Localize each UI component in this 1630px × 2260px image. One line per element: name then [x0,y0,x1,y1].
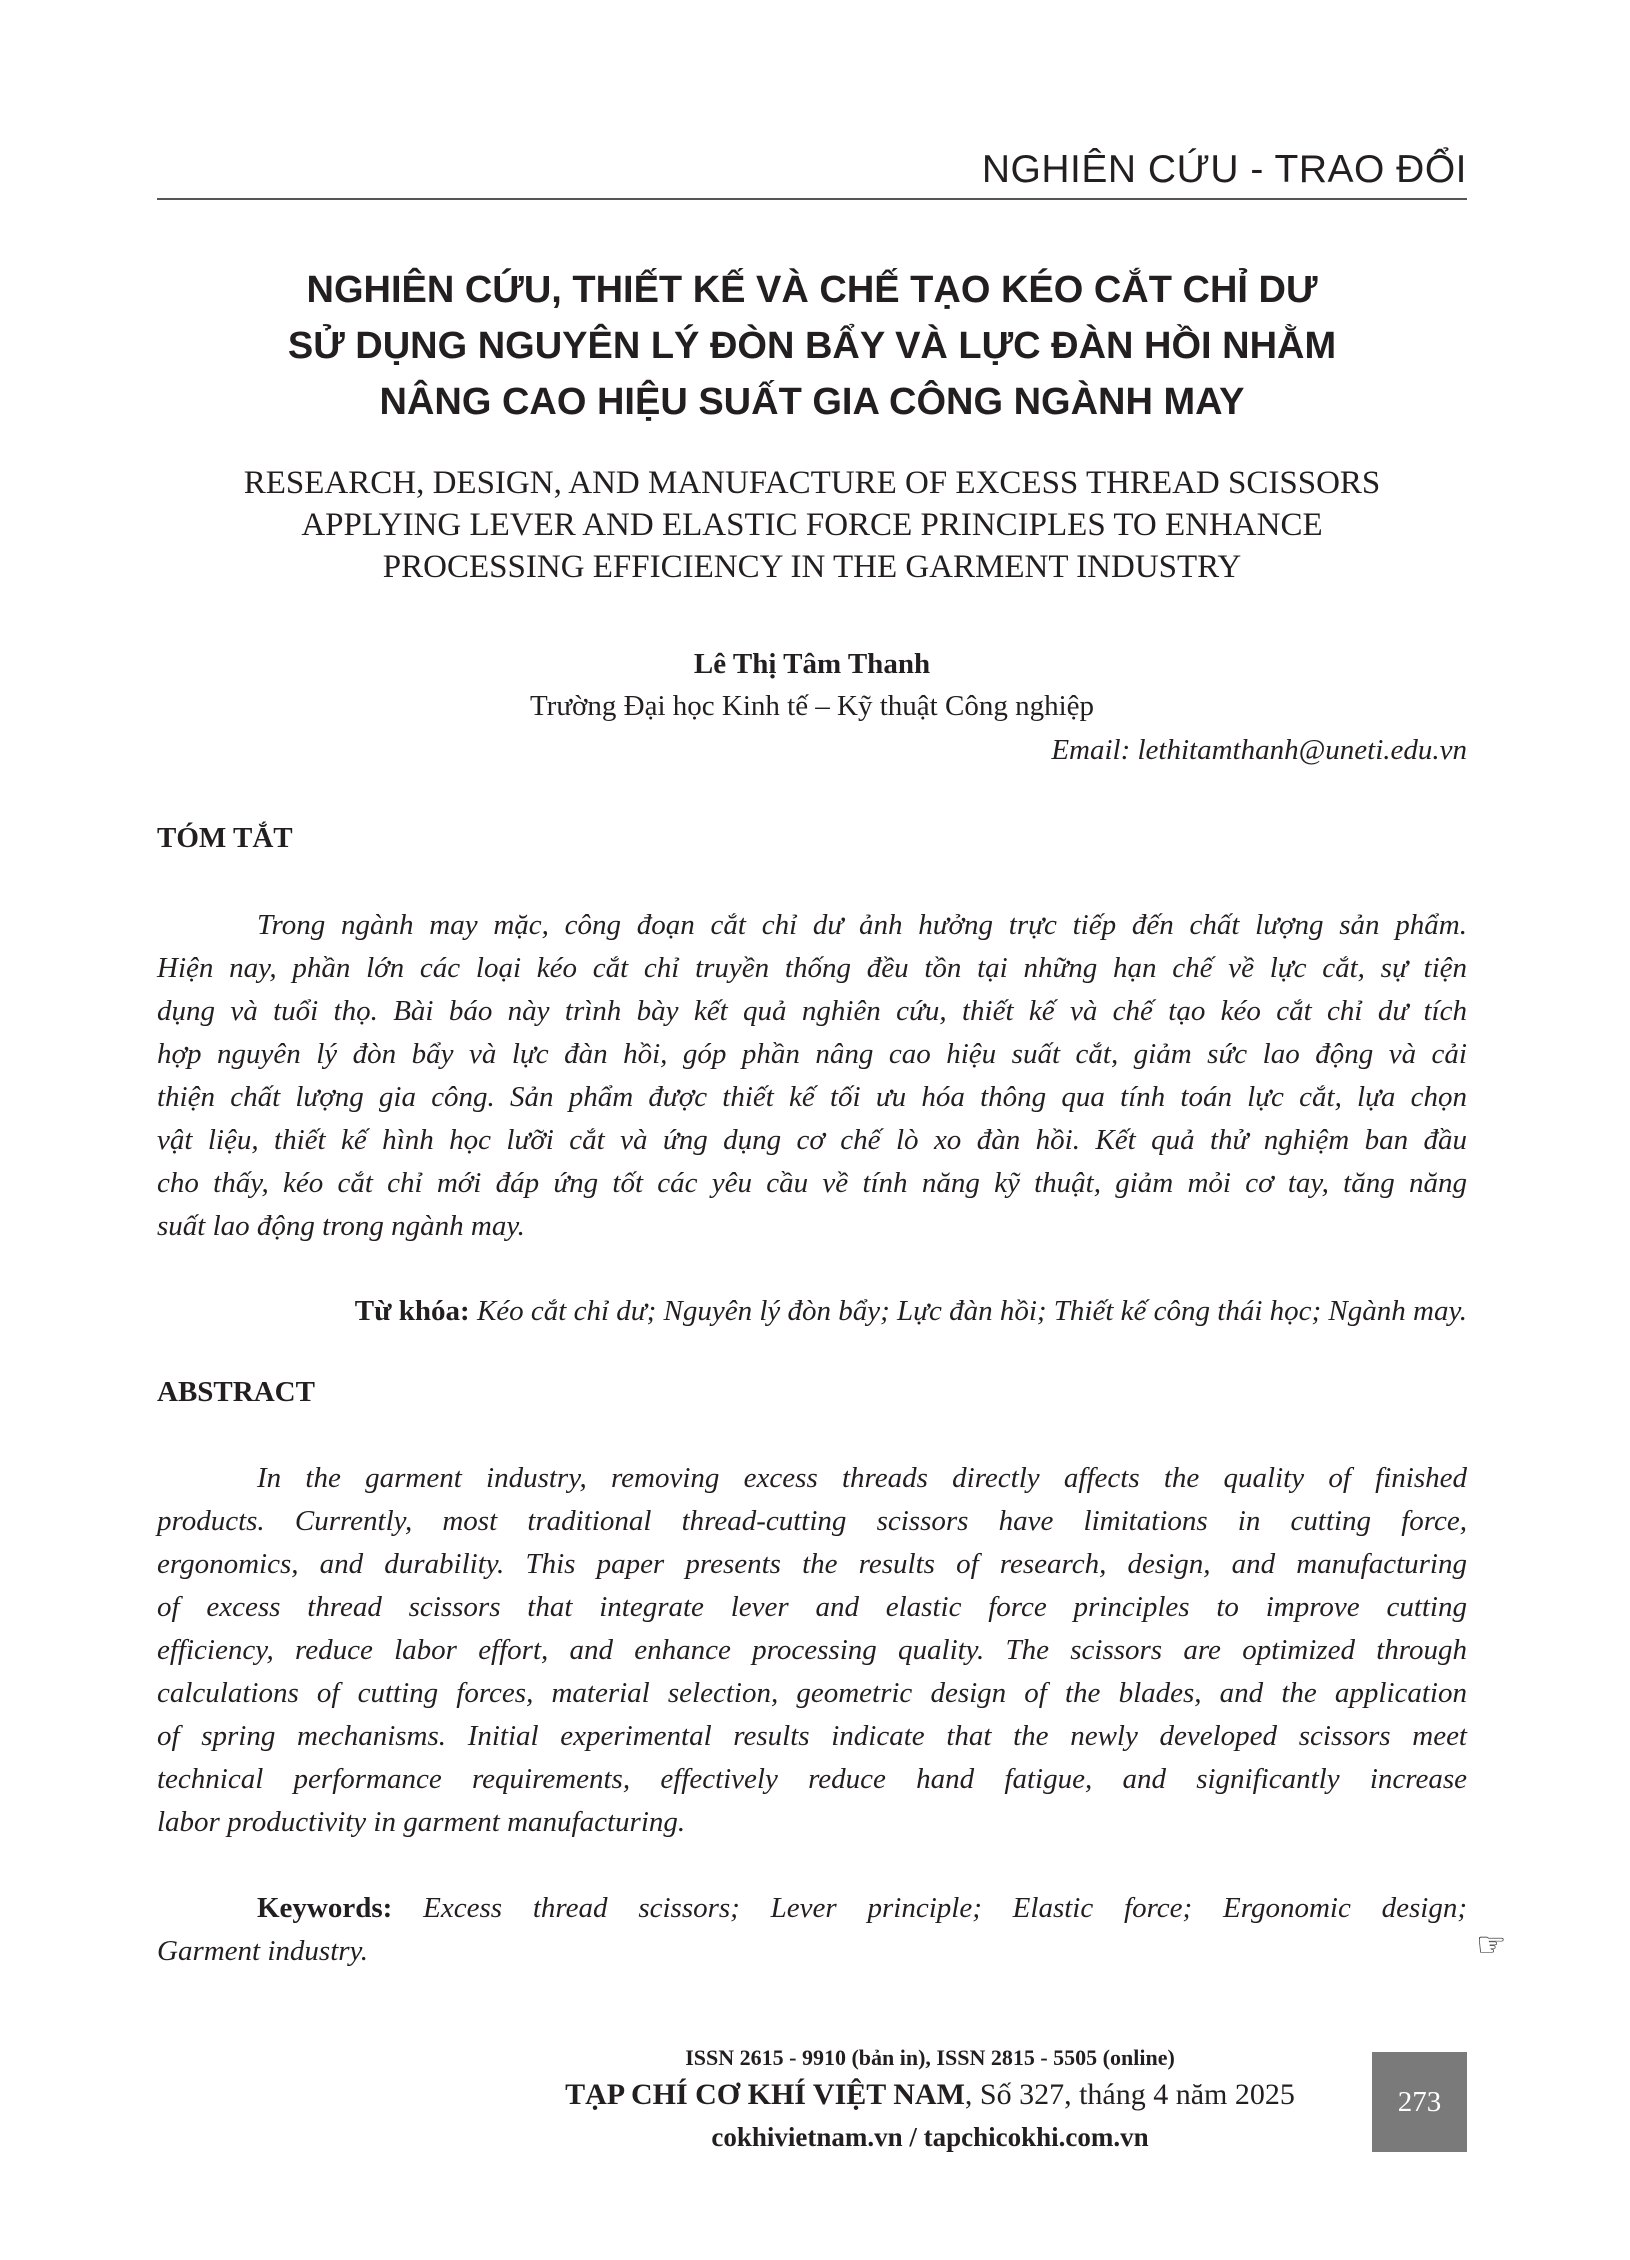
summary-line: dụng và tuổi thọ. Bài báo này trình bày kết quả nghiên cứu, thiết kế và chế tạo kéo cắt chỉ dư tích [157,995,1467,1027]
pointing-hand-icon: ☞ [1476,1925,1507,1965]
abstract-line: of spring mechanisms. Initial experimental results indicate that the newly developed scissors meet [157,1720,1467,1752]
title-vi-line: NGHIÊN CỨU, THIẾT KẾ VÀ CHẾ TẠO KÉO CẮT CHỈ DƯ [306,269,1318,311]
footer-websites: cokhivietnam.vn / tapchicokhi.com.vn [711,2122,1149,2152]
title-vi-line: NÂNG CAO HIỆU SUẤT GIA CÔNG NGÀNH MAY [379,381,1245,423]
author-affiliation: Trường Đại học Kinh tế – Kỹ thuật Công nghiệp [529,690,1095,722]
abstract-line: efficiency, reduce labor effort, and enhance processing quality. The scissors are optimized through [157,1634,1467,1666]
abstract-line: In the garment industry, removing excess threads directly affects the quality of finished [257,1462,1467,1494]
summary-paragraph [157,904,1467,1248]
abstract-line: ergonomics, and durability. This paper presents the results of research, design, and manufacturing [157,1548,1467,1580]
summary-line: hợp nguyên lý đòn bẩy và lực đàn hồi, góp phần nâng cao hiệu suất cắt, giảm sức lao động và cải [157,1038,1467,1070]
keywords-en-text-cont: Garment industry. [157,1935,369,1967]
summary-line: suất lao động trong ngành may. [157,1210,525,1242]
keywords-vi-label: Từ khóa: [354,1295,470,1327]
title-en-line: PROCESSING EFFICIENCY IN THE GARMENT INDUSTRY [382,549,1242,585]
page-number: 273 [1397,2085,1442,2118]
abstract-line: calculations of cutting forces, material selection, geometric design of the blades, and the application [157,1677,1467,1709]
abstract-paragraph [157,1457,1467,1844]
keywords-english [157,1887,1467,1973]
page-number-badge [1372,2052,1467,2152]
author-email: Email: lethitamthanh@uneti.edu.vn [1051,734,1467,766]
title-en-line: APPLYING LEVER AND ELASTIC FORCE PRINCIPLES TO ENHANCE [301,507,1323,543]
keywords-en-text: Excess thread scissors; Lever principle; Elastic force; Ergonomic design; [423,1892,1467,1924]
footer-journal [500,2078,1360,2112]
keywords-vi-text: Kéo cắt chỉ dư; Nguyên lý đòn bẩy; Lực đàn hồi; Thiết kế công thái học; Ngành may. [476,1295,1467,1327]
abstract-line: technical performance requirements, effectively reduce hand fatigue, and significantly increase [157,1763,1467,1795]
summary-line: thiện chất lượng gia công. Sản phẩm được thiết kế tối ưu hóa thông qua tính toán lực cắt, lựa chọn [157,1081,1467,1113]
keywords-vietnamese [157,1290,1467,1333]
section-header: NGHIÊN CỨU - TRAO ĐỔI [981,148,1467,191]
abstract-line: of excess thread scissors that integrate lever and elastic force principles to improve cutting [157,1591,1467,1623]
journal-name: TẠP CHÍ CƠ KHÍ VIỆT NAM [565,2078,965,2111]
header-rule [157,198,1467,200]
summary-line: vật liệu, thiết kế hình học lưỡi cắt và ứng dụng cơ chế lò xo đàn hồi. Kết quả thử nghiệm ban đầu [157,1124,1467,1156]
summary-line: Hiện nay, phần lớn các loại kéo cắt chỉ truyền thống đều tồn tại những hạn chế về lực cắt, sự tiện [157,952,1467,984]
title-en-line: RESEARCH, DESIGN, AND MANUFACTURE OF EXCESS THREAD SCISSORS [243,465,1381,501]
journal-issue: , Số 327, tháng 4 năm 2025 [964,2078,1295,2111]
abstract-line: labor productivity in garment manufacturing. [157,1806,686,1838]
author-name: Lê Thị Tâm Thanh [693,648,931,680]
title-vietnamese [157,262,1467,430]
title-vi-line: SỬ DỤNG NGUYÊN LÝ ĐÒN BẨY VÀ LỰC ĐÀN HỒI NHẰM [287,325,1337,367]
keywords-en-label: Keywords: [257,1892,393,1924]
abstract-line: products. Currently, most traditional thread-cutting scissors have limitations in cutting force, [157,1505,1467,1537]
title-english [157,462,1467,588]
abstract-heading: ABSTRACT [157,1376,315,1408]
summary-heading: TÓM TẮT [157,822,293,854]
footer-issn: ISSN 2615 - 9910 (bản in), ISSN 2815 - 5505 (online) [685,2045,1175,2070]
summary-line: Trong ngành may mặc, công đoạn cắt chỉ dư ảnh hưởng trực tiếp đến chất lượng sản phẩm. [257,909,1467,941]
summary-line: cho thấy, kéo cắt chỉ mới đáp ứng tốt các yêu cầu về tính năng kỹ thuật, giảm mỏi cơ tay, tăng năng [157,1167,1467,1199]
